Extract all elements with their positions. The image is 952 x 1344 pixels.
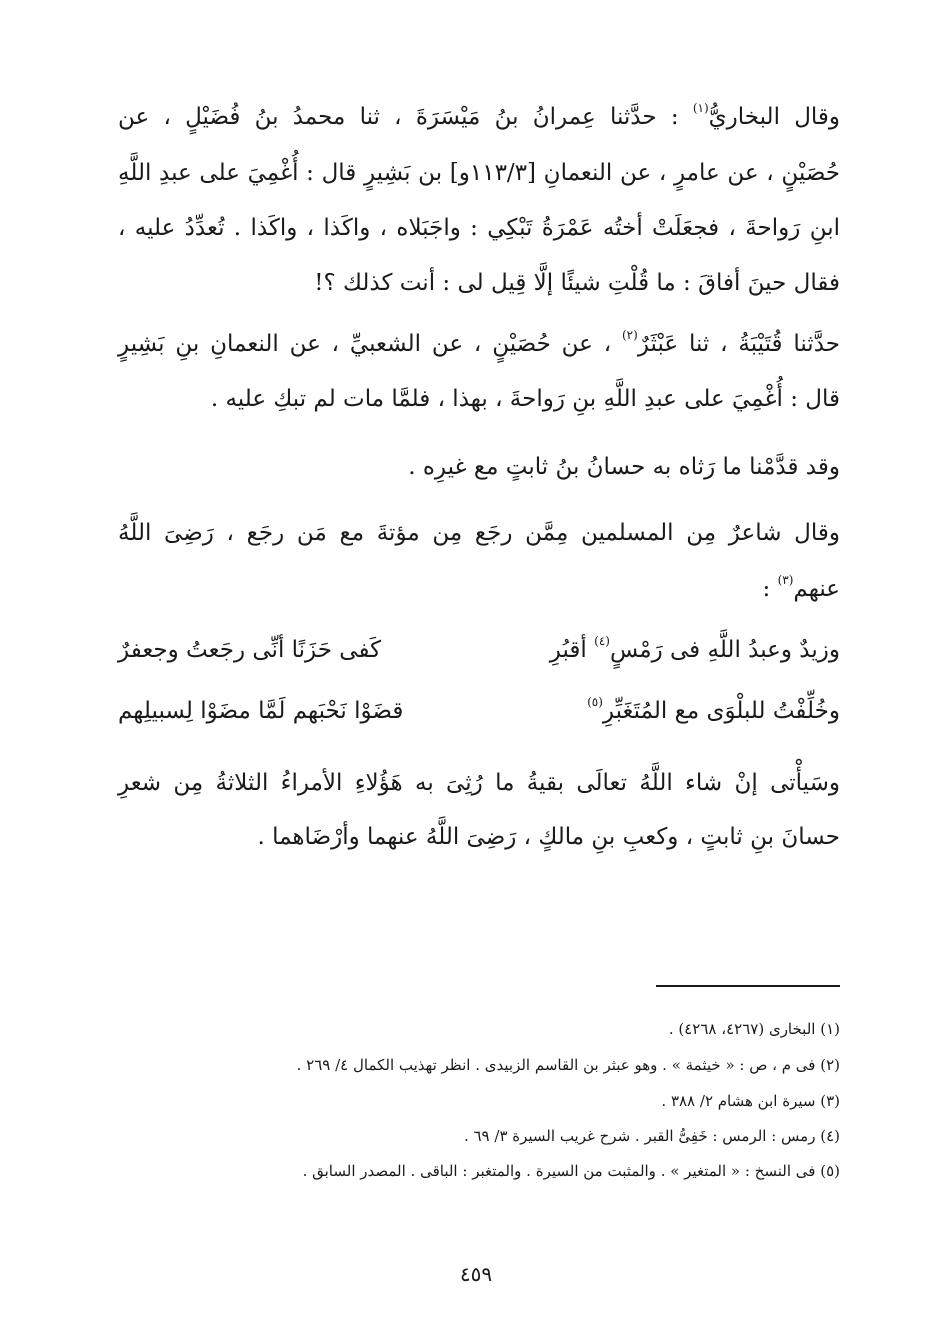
body-text: ابنِ رَواحةَ ، فجعَلَتْ أختُه عَمْرَةُ تَبْكِي : واجَبَلاه ، واكَذا ، واكَذا . تُعدِّدُ عليه ، [118, 215, 840, 241]
body-text: وقال شاعرٌ مِن المسلمين مِمَّن رجَع مِن مؤتةَ مع مَن رجَع ، رَضِىَ اللَّهُ [118, 520, 840, 546]
verse-text: أقبُرِ [549, 637, 587, 663]
footnote-3: (٣) سيرة ابن هشام ٢/ ٣٨٨ . [661, 1092, 840, 1110]
footnote-2: (٢) فى م ، ص : « خيثمة » . وهو عبثر بن القاسم الزبيدى . انظر تهذيب الكمال ٤/ ٢٦٩ . [296, 1056, 840, 1074]
body-line-5 [118, 327, 840, 361]
footnote-4: (٤) رمس : الرمس : خَفِىُّ القبر . شرح غريب السيرة ٣/ ٦٩ . [463, 1127, 840, 1145]
body-line-9 [118, 572, 840, 606]
body-line-11 [118, 820, 840, 854]
footnote-ref-5: (٥) [587, 695, 603, 709]
body-line-3 [118, 211, 840, 245]
footnote-1: (١) البخارى (٤٢٦٧، ٤٢٦٨) . [668, 1020, 840, 1038]
body-text: قال : أُغْمِيَ على عبدِ اللَّهِ بنِ رَواحةَ ، بهذا ، فلمَّا مات لم تبكِ عليه . [210, 386, 840, 412]
body-line-7 [118, 450, 840, 484]
body-text: : حدَّثنا عِمرانُ بنُ مَيْسَرَةَ ، ثنا محمدُ بنُ فُضَيْلٍ ، عن [118, 104, 679, 130]
body-line-1 [118, 100, 840, 134]
body-text: فقال حينَ أفاقَ : ما قُلْتِ شيئًا إلَّا قِيل لى : أنت كذلك ؟! [314, 270, 840, 296]
body-line-8 [118, 516, 840, 550]
footnote-ref-2: (٢) [621, 328, 638, 342]
body-text: حُصَيْنٍ ، عن عامرٍ ، عن النعمانِ [١١٣/٣و] بن بَشِيرٍ قال : أُغْمِيَ على عبدِ اللَّهِ [118, 160, 840, 186]
body-line-2 [118, 156, 840, 190]
body-text: : [762, 576, 771, 602]
footnote-ref-4: (٤) [594, 634, 610, 648]
verse-1-first-hemistich [118, 633, 381, 667]
body-text: وقال البخاريُّ [708, 104, 841, 130]
verse-2-second-hemistich [587, 694, 840, 728]
verse-2-first-hemistich [118, 694, 403, 728]
body-line-6 [118, 382, 840, 416]
footnote-separator [656, 985, 840, 987]
verse-text: وخُلِّفْتُ للبلْوَى مع المُتَغَبِّرِ [602, 698, 840, 724]
body-line-10 [118, 766, 840, 800]
verse-text: وزيدٌ وعبدُ اللَّهِ فى رَمْسٍ [609, 637, 840, 663]
body-text: وقد قدَّمْنا ما رَثاه به حسانُ بنُ ثابتٍ مع غيرِه . [408, 454, 840, 480]
verse-1-second-hemistich [550, 633, 840, 667]
page-number: ٤٥٩ [459, 1262, 493, 1286]
verse-text: قضَوْا نَحْبَهم لَمَّا مضَوْا لِسبيلِهم [118, 698, 404, 724]
body-text: عنهم [793, 576, 840, 602]
body-text: حدَّثنا قُتَيْبَةُ ، ثنا عَبْثَرٌ [637, 331, 841, 357]
body-text: ، عن حُصَيْنٍ ، عن الشعبيِّ ، عن النعمانِ بنِ بَشِيرٍ [118, 331, 612, 357]
body-text: وسَيأْتى إنْ شاء اللَّهُ تعالَى بقيةُ ما رُثِىَ به هَؤُلاءِ الأمراءُ الثلاثةُ مِن شعرِ [118, 770, 840, 796]
body-line-4 [118, 266, 840, 300]
body-text: حسانَ بنِ ثابتٍ ، وكعبِ بنِ مالكٍ ، رَضِىَ اللَّهُ عنهما وأرْضَاهما . [257, 824, 840, 850]
footnote-ref-3: (٣) [777, 573, 794, 587]
footnote-5: (٥) فى النسخ : « المتغير » . والمثبت من السيرة . والمتغبر : الباقى . المصدر السابق . [302, 1162, 840, 1180]
verse-text: كَفى حَزَنًا أنِّى رجَعتُ وجعفرٌ [118, 637, 382, 663]
footnote-ref-1: (١) [692, 101, 709, 115]
